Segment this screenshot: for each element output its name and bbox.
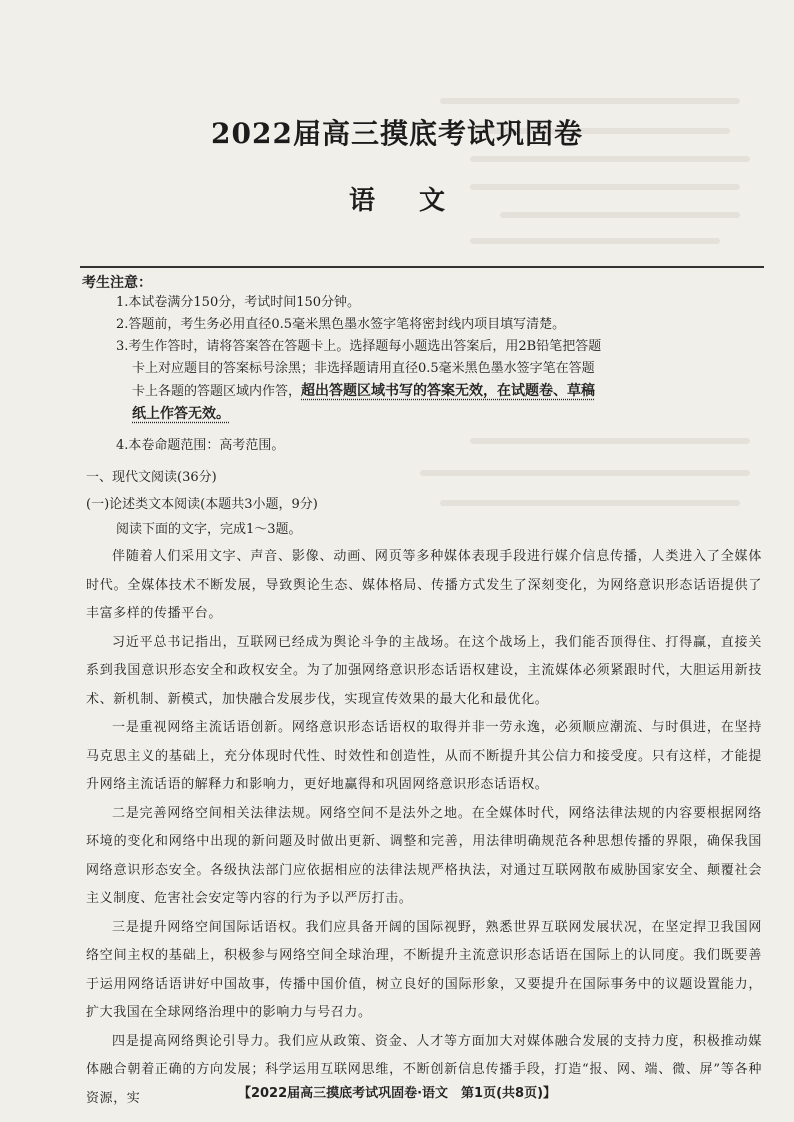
- passage-paragraph: 三是提升网络空间国际话语权。我们应具备开阔的国际视野，熟悉世界互联网发展状况，在坚定捍卫我国网络空间主权的基础上，积极参与网络空间全球治理，不断提升主流意识形态话语在国际上的认同度。我们既要善于运用网络话语讲好中国故事，传播中国价值，树立良好的国际形象，又要提升在国际事务中的议题设置能力，扩大我国在全球网络治理中的影响力与号召力。: [86, 919, 762, 1020]
- notice-item: 2.答题前，考生务必用直径0.5毫米黑色墨水签字笔将密封线内项目填写清楚。: [116, 317, 566, 332]
- exam-title: 2022届高三摸底考试巩固卷: [211, 117, 583, 150]
- subsection-heading: (一)论述类文本阅读(本题共3小题，9分): [86, 497, 318, 512]
- notice-item: 卡上对应题目的答案标号涂黑；非选择题请用直径0.5毫米黑色墨水签字笔在答题: [132, 361, 595, 376]
- bleed-through-mark: [470, 156, 750, 162]
- passage-paragraph: 二是完善网络空间相关法律法规。网络空间不是法外之地。在全媒体时代，网络法律法规的内容要根据网络环境的变化和网络中出现的新问题及时做出更新、调整和完善，用法律明确规范各种思想传播的界限，确保我国网络意识形态安全。各级执法部门应依据相应的法律法规严格执法，对通过互联网散布威胁国家安全、颠覆社会主义制度、危害社会安定等内容的行为予以严厉打击。: [86, 805, 762, 906]
- bleed-through-mark: [440, 500, 740, 506]
- bleed-through-mark: [470, 438, 750, 444]
- passage-paragraph: 四是提高网络舆论引导力。我们应从政策、资金、人才等方面加大对媒体融合发展的支持力度，积极推动媒体融合朝着正确的方向发展；科学运用互联网思维，不断创新信息传播手段，打造“报、网、端、微、屏”等各种资源，实: [86, 1033, 762, 1106]
- exam-subject: 语文: [348, 186, 489, 216]
- page-footer: 【2022届高三摸底考试巩固卷·语文 第1页(共8页)】: [237, 1086, 557, 1101]
- notice-item: 3.考生作答时，请将答案答在答题卡上。选择题每小题选出答案后，用2B铅笔把答题: [116, 339, 602, 354]
- notice-emphasis: 超出答题区域书写的答案无效，在试题卷、草稿: [301, 383, 596, 399]
- section-heading: 一、现代文阅读(36分): [86, 470, 217, 485]
- reading-passage: [86, 543, 762, 1113]
- notice-list: [116, 292, 646, 457]
- notice-item: [116, 380, 646, 403]
- bleed-through-mark: [420, 470, 750, 476]
- notice-item: 1.本试卷满分150分，考试时间150分钟。: [116, 295, 361, 310]
- notice-emphasis: 纸上作答无效。: [132, 406, 230, 422]
- passage-paragraph: 习近平总书记指出，互联网已经成为舆论斗争的主战场。在这个战场上，我们能否顶得住、打得赢，直接关系到我国意识形态安全和政权安全。为了加强网络意识形态话语权建设，主流媒体必须紧跟时代，大胆运用新技术、新机制、新模式，加快融合发展步伐，实现宣传效果的最大化和最优化。: [86, 634, 762, 707]
- bleed-through-mark: [440, 98, 740, 104]
- divider-line: [80, 266, 764, 268]
- reading-instruction: 阅读下面的文字，完成1～3题。: [116, 522, 302, 537]
- passage-paragraph: 伴随着人们采用文字、声音、影像、动画、网页等多种媒体表现手段进行媒介信息传播，人类进入了全媒体时代。全媒体技术不断发展，导致舆论生态、媒体格局、传播方式发生了深刻变化，为网络意识形态话语提供了丰富多样的传播平台。: [86, 549, 762, 621]
- notice-heading: 考生注意：: [82, 275, 152, 291]
- passage-paragraph: 一是重视网络主流话语创新。网络意识形态话语权的取得并非一劳永逸，必须顺应潮流、与时俱进，在坚持马克思主义的基础上，充分体现时代性、时效性和创造性，从而不断提升其公信力和接受度。只有这样，才能提升网络主流话语的解释力和影响力，更好地赢得和巩固网络意识形态话语权。: [86, 720, 762, 792]
- notice-text: 卡上各题的答题区域内作答，: [132, 384, 302, 399]
- bleed-through-mark: [470, 238, 720, 244]
- notice-item: 4.本卷命题范围：高考范围。: [116, 438, 285, 453]
